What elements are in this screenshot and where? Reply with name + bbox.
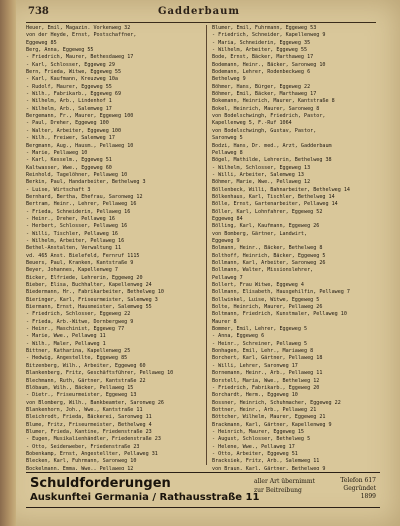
directory-entry: - Otto, Seidenweber, Friedenstraße 23 [26,443,140,450]
directory-entry: - Friedrich, Fabrikarb., Eggeweg 20 [212,384,320,391]
directory-entry: - Wilhelm, Schlosser, Eggeweg 13 [212,164,311,171]
directory-entry: - Dietr., Friseurmeister, Eggeweg 13 [26,392,137,399]
ad-founded-label: Gegründet [343,485,376,492]
directory-entry: - Heinrich, Maurer, Eggeweg 15 [212,428,305,435]
directory-entry: Bögel, Mathilde, Lehrerin, Bethelweg 38 [212,157,332,164]
directory-entry: Bernhard, Bertha, Ehefrau, Saronweg 12 [26,193,143,200]
directory-entry: - Wilhelm, Arbeiter, Pellaweg 16 [26,237,125,244]
directory-entry: Borchert, Karl, Gärtner, Pellaweg 18 [212,355,323,362]
directory-entry: - Karl, Schlosser, Eggeweg 29 [26,61,115,68]
directory-entry: - Heinr., Dreher, Pellaweg 16 [26,215,115,222]
directory-entry: Bertram, Heinr., Lehrer, Pellaweg 16 [26,201,137,208]
directory-entry: - Willi, Lehrer, Saronweg 17 [212,362,298,369]
page-header [28,6,370,20]
directory-entry: Blumer, Emil, Fuhrmann, Eggeweg 53 [212,25,317,31]
directory-entry: Bieringer, Karl, Friseurmeister, Salemweg 3 [26,296,158,303]
directory-entry: - Heinr., Schreiner, Pellaweg 5 [212,340,308,347]
directory-entry: Bittner, Katharina, Kapellenweg 25 [26,348,131,355]
directory-entry: von der Heyde, Ernst, Postschaffner, [26,32,137,39]
directory-entry: Saronweg 5 [212,135,243,142]
ad-phone: Telefon 617 [340,477,376,484]
directory-entry: - Friedrich, Schlosser, Eggeweg 22 [26,311,131,318]
directory-entry: von Braun, Karl, Gärtner, Bethelweg 9 [212,465,326,470]
ad-middle-line-1: aller Art übernimmt [254,478,315,485]
directory-entry: Böhmer, Marie, Wwe., Pellaweg 12 [212,179,311,186]
directory-entry: Borchardt, Herm., Eggeweg 10 [212,392,298,399]
directory-entry: Böhmer, Emil, Bäcker, Marthaweg 17 [212,91,317,98]
directory-entry: - Marie, Pellaweg 10 [26,149,88,156]
directory-entry: Brackmann, Karl, Gärtner, Kapellenweg 9 [212,421,332,428]
page-title: Gadderbaum [158,6,240,17]
directory-entry: - Wilh., Freiwer, Salemweg 17 [26,135,115,142]
directory-entry: Bode, Ernst, Bäcker, Marthaweg 17 [212,54,314,61]
directory-entry: Böhmer, Hans, Bürger, Eggeweg 22 [212,83,311,90]
directory-entry: Bodemann, Heinr., Bäcker, Saronweg 10 [212,61,326,68]
directory-entry: Kapellenweg 5, F.-Ruf 1064 [212,120,292,127]
directory-entry: - Friedrich, Schneider, Kapellenweg 9 [212,32,326,39]
column-divider [206,25,207,465]
page-number: 738 [28,6,49,17]
directory-entry: Bossner, Heinrich, Schuhmacher, Eggeweg 22 [212,399,341,406]
directory-entry: Blecken, Karl, Fuhrmann, Saronweg 10 [26,458,137,465]
directory-entry: Reinhold, Tagelöhner, Pellaweg 10 [26,171,128,178]
directory-entry: Bodzi, Hans, Dr. med., Arzt, Gadderbaum [212,142,332,149]
ad-headline: Schuldforderungen [30,476,171,491]
directory-entry: Blume, Fritz, Friseurmeister, Bethelweg 4 [26,421,152,428]
directory-entry: Bollert, Frau Witwe, Eggeweg 4 [212,282,305,289]
advertisement-box [26,472,380,508]
directory-entry: Bolmann, Heinr., Bäcker, Bethelweg 8 [212,245,323,252]
directory-entry: von Bomberg, Gärtner, Landwirt, [212,230,308,237]
directory-entry: - Eugen, Musikalienhändler, Friedenstraße 23 [26,436,161,443]
directory-entry: Blankenberg, Fritz, Geschäftsführer, Pellaweg 10 [26,370,174,377]
ad-subline: Auskunftei Germania / Rathausstraße 11 [30,492,260,503]
directory-entry: Eggeweg 84 [212,215,243,222]
directory-entry: Blechmann, Ruth, Gärtner, Kantstraße 22 [26,377,146,384]
directory-entry: - Heinr., Maschinist, Eggeweg 77 [26,326,125,333]
directory-entry: - Walter, Arbeiter, Eggeweg 100 [26,127,122,134]
directory-entry: Eggeweg 9 [212,237,240,244]
directory-entry: Bergemann, Fr., Maurer, Eggeweg 100 [26,113,134,120]
directory-entry: Blöbaum, Wilh., Bäcker, Pellaweg 15 [26,384,134,391]
directory-entry: - Wilh., Maler, Pellaweg 1 [26,340,106,347]
directory-entry: - Wilhelm, Arb., Lindenhof 1 [26,98,112,105]
directory-entry: - Frieda, Schneiderin, Pellaweg 16 [26,208,131,215]
directory-entry: - Marie, Wwe., Pellaweg 11 [26,333,106,340]
directory-entry: - Rudolf, Maurer, Eggeweg 55 [26,83,112,90]
page-edge [0,0,16,526]
directory-entry: Bommer, Emil, Lehrer, Eggeweg 5 [212,326,308,333]
directory-entry: Bölle, Ernst, Gartenarbeiter, Pellaweg 14 [212,201,338,208]
directory-entry: Bethelweg 9 [212,76,246,83]
directory-entry: Eggeweg 85 [26,39,57,46]
directory-entry: vd. 465 Anst. Bielefeld, Fernruf 1115 [26,252,140,259]
directory-entry: Bollwinkel, Luise, Witwe, Eggeweg 5 [212,296,320,303]
directory-entry: Bern, Frieda, Witwe, Eggeweg 55 [26,69,122,76]
directory-entry: Bicker, Elfriede, Lehrerin, Eggeweg 20 [26,274,143,281]
directory-entry: Beuers, Paul, Kranken, Kantstraße 9 [26,260,134,266]
directory-entry: Bolthoff, Heinrich, Bäcker, Eggeweg 5 [212,252,326,259]
directory-entry: Bottner, Heinr., Arb., Pellaweg 21 [212,406,317,413]
directory-entry: - Herbert, Schlosser, Pellaweg 16 [26,223,128,230]
directory-entry: - Luise, Wirtschaft 3 [26,186,91,193]
directory-entry: Bonhagen, Emil, Lehr., Mariaweg 8 [212,348,314,355]
directory-entry: Böllenbeck, Willi, Bahnarbeiter, Bethelweg 14 [212,186,351,193]
directory-entry: - Karl, Kaufmann, Kreuzweg 10a [26,76,119,83]
directory-entry: Bollmann, Karl, Arbeiter, Saronweg 26 [212,260,326,266]
directory-entry: Bölkenhaus, Karl, Tischler, Bethelweg 14 [212,193,335,200]
directory-entry: - Frieda, Arb.-Witwe, Dornbergweg 9 [26,318,134,325]
directory-entry: Boltmann, Friedrich, Kunstmaler, Pellaweg 10 [212,311,347,318]
right-column [212,25,384,470]
directory-entry: Maurer 8 [212,318,237,325]
directory-entry: Bethel-Anstalten, Verwaltung 11 [26,245,122,252]
directory-entry: - Hedwig, Angestellte, Eggeweg 85 [26,355,128,362]
directory-entry: Bölling, Karl, Kaufmann, Eggeweg 26 [212,223,320,230]
directory-entry: Bodemann, Lehrer, Rodenbeckweg 6 [212,69,311,76]
directory-entry: von Bodelschwingh, Gustav, Pastor, [212,127,317,134]
directory-entry: Bolte, Heinrich, Maurer, Pellaweg 26 [212,304,323,311]
directory-entry: Bitzenberg, Wilh., Arbeiter, Eggeweg 60 [26,362,146,369]
directory-entry: Borstell, Maria, Wwe., Bethelweg 12 [212,377,320,384]
directory-entry: Blumer, Frieda, Kantine, Friedenstraße 23 [26,428,152,435]
directory-entry: Bornemann, Heinr., Arb., Pellaweg 11 [212,370,323,377]
directory-entry: Bobenkamp, Ernst, Angestellter, Pellaweg 31 [26,450,158,457]
directory-entry: von Bodelschwingh, Friedrich, Pastor, [212,113,326,120]
directory-entry: - Paul, Dreher, Eggeweg 100 [26,120,109,127]
directory-entry: - Anna, Eggeweg 6 [212,333,265,340]
left-column [26,25,186,470]
directory-entry: - Wilh., Fabrikarb., Eggeweg 69 [26,91,122,98]
directory-entry: - Friedrich, Maurer, Bethesdaweg 17 [26,54,134,61]
directory-entry: von Blomberg, Wilh., Bankbeamter, Saronweg 26 [26,399,165,406]
directory-entry: Böttcher, Wilhelm, Maurer, Eggeweg 21 [212,414,326,421]
directory-entry: - Wilhelm, Arb., Salemweg 17 [26,105,112,112]
directory-entry: Bollmann, Walter, Missionslehrer, [212,267,314,274]
directory-entry: Berg, Anna, Eggeweg 55 [26,47,94,54]
directory-entry: Biermann, Ernst, Hausmeister, Salemweg 55 [26,304,152,311]
directory-entry: Bracksiek, Fritz, Arb., Salemweg 11 [212,458,320,465]
directory-entry: Bockelmann, Emma, Wwe., Pellaweg 12 [26,465,134,470]
directory-entry: Bokemann, Heinrich, Maurer, Kantstraße 8 [212,98,335,105]
directory-entry: Bollmann, Elisabeth, Hausgehilfin, Pellaweg 7 [212,289,351,296]
directory-entry: - Willi, Tischler, Pellaweg 16 [26,230,119,237]
directory-entry: - Karl, Kesselm., Eggeweg 51 [26,157,112,164]
directory-entry: - Maria, Schneiderin, Eggeweg 35 [212,39,311,46]
directory-entry: - Willi, Arbeiter, Salemweg 13 [212,171,305,178]
directory-entry: Pellaweg 8 [212,149,243,156]
directory-entry: Kaltwasser, Wwe., Eggeweg 60 [26,164,112,171]
directory-entry: Beyer, Johannes, Kapellenweg 7 [26,267,119,274]
directory-entry: - Helene, Wwe., Pellaweg 17 [212,443,295,450]
directory-entry: - August, Schlosser, Bethelweg 5 [212,436,311,443]
directory-entry: Biedermann, Hr., Fabrikarbeiter, Bethelweg 10 [26,289,165,296]
directory-entry: Berkin, Paul, Handarbeiter, Bethelweg 3 [26,179,146,186]
directory-entry: Böller, Karl, Lohnfahrer, Eggeweg 52 [212,208,323,215]
header-rule [26,22,376,23]
ad-founded-year: 1899 [360,493,376,500]
directory-entry: - Wilhelm, Arbeiter, Eggeweg 55 [212,47,308,54]
directory-entry: Pellaweg 7 [212,274,243,281]
directory-entry: Bleichrodt, Frieda, Bäckerei, Saronweg 11 [26,414,152,421]
ad-middle-line-2: zur Beitreibung [254,487,302,494]
directory-entry: - Otto, Arbeiter, Eggeweg 51 [212,450,298,457]
directory-entry: Blankenhorn, Joh., Wwe., Kantstraße 11 [26,406,143,413]
directory-entry: Bieber, Elisa, Buchhalter, Kapellenweg 24 [26,282,152,289]
directory-entry: Bergmann, Aug., Hausm., Pellaweg 10 [26,142,134,149]
directory-entry: Bokel, Heinrich, Maurer, Saronweg 8 [212,105,320,112]
directory-entry: Heuer, Emil, Magazin. Vorkenweg 32 [26,25,131,31]
